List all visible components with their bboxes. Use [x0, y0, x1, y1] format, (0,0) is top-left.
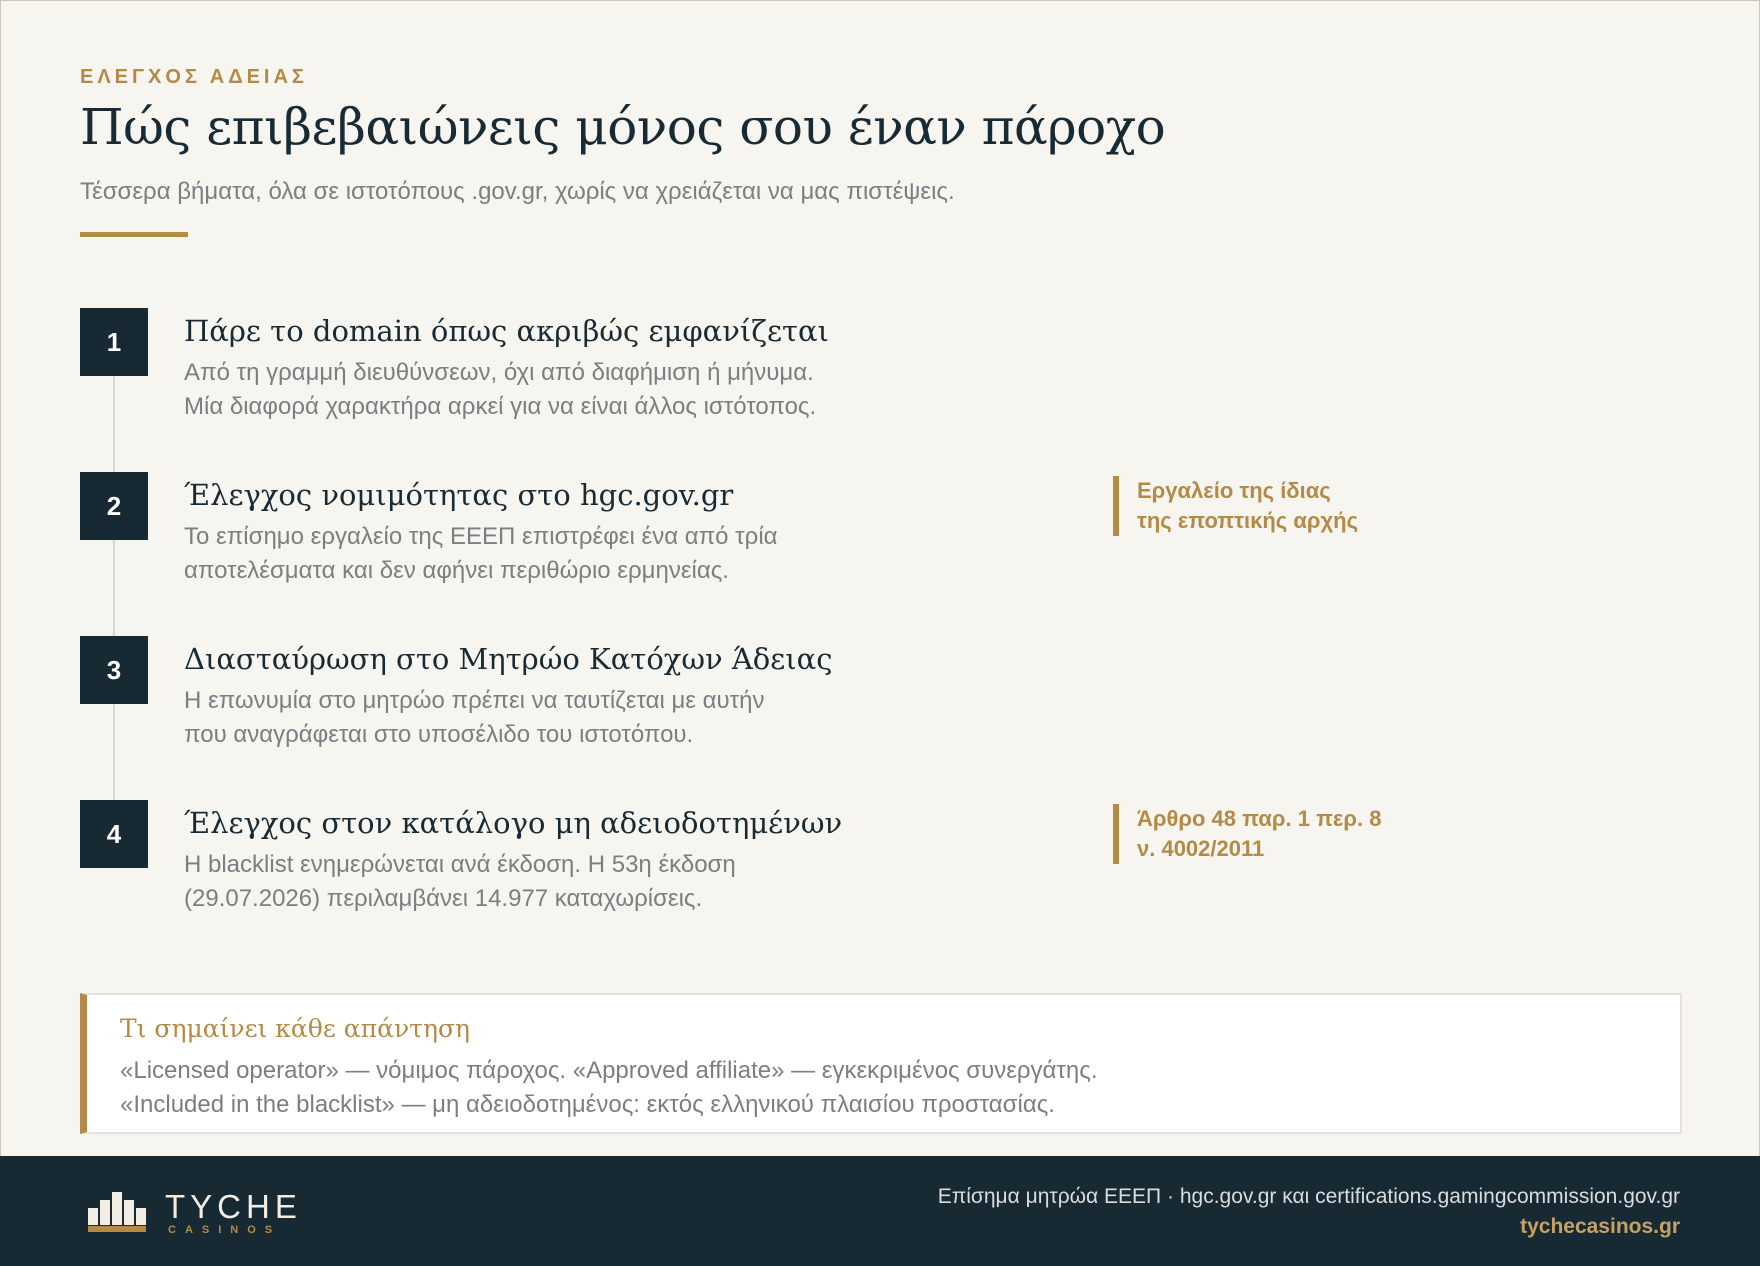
step-description: [184, 520, 778, 588]
side-note-line: ν. 4002/2011: [1137, 836, 1265, 861]
step-description-line: Μία διαφορά χαρακτήρα αρκεί για να είναι άλλος ιστότοπος.: [184, 393, 817, 420]
step-side-note: [1113, 476, 1358, 536]
step-title: Έλεγχος στον κατάλογο μη αδειοδοτημένων: [184, 806, 843, 840]
step-description-line: Η επωνυμία στο μητρώο πρέπει να ταυτίζεται με αυτήν: [184, 687, 765, 714]
footer-sources: Επίσημα μητρώα ΕΕΕΠ · hgc.gov.gr και certifications.gamingcommission.gov.gr: [937, 1185, 1680, 1208]
step-description-line: (29.07.2026) περιλαμβάνει 14.977 καταχωρίσεις.: [184, 885, 703, 912]
answers-line: «Licensed operator» — νόμιμος πάροχος. «Approved affiliate» — εγκεκριμένος συνεργάτης.: [120, 1057, 1098, 1084]
eyebrow-label: ΕΛΕΓΧΟΣ ΑΔΕΙΑΣ: [80, 66, 308, 88]
step-title: Έλεγχος νομιμότητας στο hgc.gov.gr: [184, 478, 734, 512]
step-number-badge: 4: [80, 800, 148, 868]
side-note-line: Εργαλείο της ίδιας: [1137, 478, 1331, 503]
step-title: Διασταύρωση στο Μητρώο Κατόχων Άδειας: [184, 642, 833, 676]
logo-wordmark: TYCHE: [165, 1188, 302, 1225]
steps-timeline: [113, 376, 115, 868]
step-description: [184, 848, 736, 916]
page-title: Πώς επιβεβαιώνεις μόνος σου έναν πάροχο: [80, 98, 1166, 156]
step-description: [184, 684, 765, 752]
answers-line: «Included in the blacklist» — μη αδειοδοτημένος: εκτός ελληνικού πλαισίου προστασίας.: [120, 1091, 1055, 1118]
step-description-line: Η blacklist ενημερώνεται ανά έκδοση. Η 53η έκδοση: [184, 851, 736, 878]
step-number-badge: 2: [80, 472, 148, 540]
side-note-line: της εποπτικής αρχής: [1137, 508, 1359, 533]
step-number-badge: 3: [80, 636, 148, 704]
tyche-casinos-logo[interactable]: [88, 1188, 302, 1237]
step-number-badge: 1: [80, 308, 148, 376]
step-title: Πάρε το domain όπως ακριβώς εμφανίζεται: [184, 314, 829, 348]
logo-subtitle: CASINOS: [168, 1224, 282, 1236]
side-note-line: Άρθρο 48 παρ. 1 περ. 8: [1137, 806, 1382, 831]
footer-site-link[interactable]: tychecasinos.gr: [1520, 1215, 1680, 1238]
step-description-line: που αναγράφεται στο υποσέλιδο του ιστοτόπου.: [184, 721, 694, 748]
step-side-note: [1113, 804, 1381, 864]
castle-logo-icon: [88, 1189, 150, 1233]
step-description: [184, 356, 816, 424]
step-description-line: αποτελέσματα και δεν αφήνει περιθώριο ερμηνείας.: [184, 557, 729, 584]
answers-callout: [80, 993, 1682, 1134]
footer: [0, 1156, 1760, 1266]
step-description-line: Το επίσημο εργαλείο της ΕΕΕΠ επιστρέφει ένα από τρία: [184, 523, 778, 550]
page-subtitle: Τέσσερα βήματα, όλα σε ιστοτόπους .gov.gr, χωρίς να χρειάζεται να μας πιστέψεις.: [80, 178, 955, 205]
answers-title: Τι σημαίνει κάθε απάντηση: [120, 1014, 470, 1043]
title-divider: [80, 232, 188, 237]
step-description-line: Από τη γραμμή διευθύνσεων, όχι από διαφήμιση ή μήνυμα.: [184, 359, 814, 386]
